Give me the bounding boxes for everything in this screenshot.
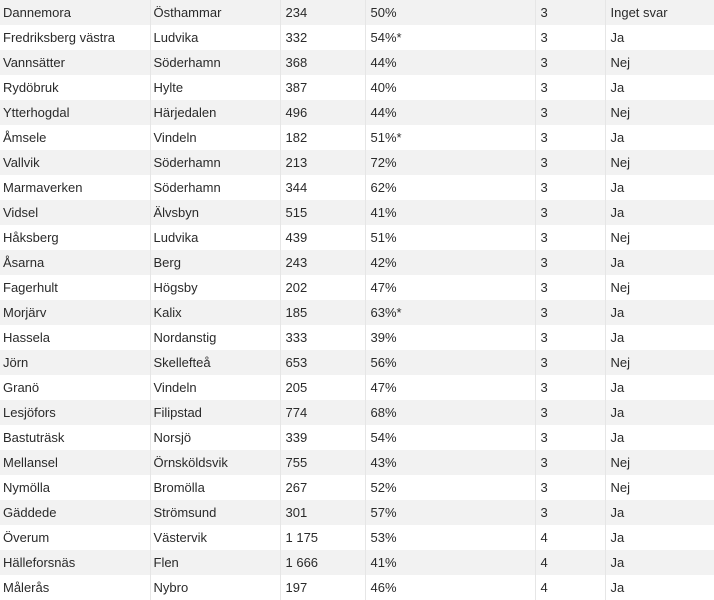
table-row [0,375,714,400]
level-cell: 3 [535,450,605,475]
level-cell: 3 [535,350,605,375]
municipality-cell: Vindeln [150,375,280,400]
answer-cell: Ja [610,380,625,395]
level-cell: 3 [535,400,605,425]
table-row [0,25,714,50]
population-cell: 774 [280,400,365,425]
table-row [0,175,714,200]
population-cell: 267 [280,475,365,500]
table-row [0,550,714,575]
answer-cell: Ja [610,180,625,195]
answer-cell: Ja [610,580,625,595]
municipality-cell: Berg [150,250,280,275]
municipality-cell: Vindeln [150,125,280,150]
municipality-cell: Bromölla [150,475,280,500]
percentage-cell: 72% [365,150,535,175]
answer-cell: Nej [610,280,631,295]
level-cell: 3 [535,500,605,525]
percentage-cell: 47% [365,275,535,300]
percentage-cell: 62% [365,175,535,200]
level-cell: 3 [535,225,605,250]
table-row [0,300,714,325]
percentage-cell: 44% [365,100,535,125]
level-cell: 3 [535,475,605,500]
answer-cell: Inget svar [610,5,668,20]
municipality-cell: Kalix [150,300,280,325]
percentage-cell: 54%* [365,25,535,50]
municipality-cell: Nordanstig [150,325,280,350]
level-cell: 4 [535,525,605,550]
locality-cell: Hassela [0,325,150,350]
percentage-cell: 47% [365,375,535,400]
table-row [0,400,714,425]
percentage-cell: 39% [365,325,535,350]
municipality-cell: Söderhamn [150,175,280,200]
population-cell: 368 [280,50,365,75]
level-cell: 3 [535,75,605,100]
locality-cell: Vannsätter [0,50,150,75]
percentage-cell: 50% [365,0,535,25]
level-cell: 3 [535,175,605,200]
municipality-cell: Flen [150,550,280,575]
answer-cell: Nej [610,55,631,70]
percentage-cell: 56% [365,350,535,375]
table-row [0,150,714,175]
population-cell: 496 [280,100,365,125]
percentage-cell: 57% [365,500,535,525]
locality-cell: Överum [0,525,150,550]
percentage-cell: 54% [365,425,535,450]
table-row [0,250,714,275]
population-cell: 339 [280,425,365,450]
municipality-cell: Söderhamn [150,150,280,175]
population-cell: 185 [280,300,365,325]
level-cell: 3 [535,100,605,125]
locality-cell: Vidsel [0,200,150,225]
municipality-cell: Örnsköldsvik [150,450,280,475]
locality-cell: Marmaverken [0,175,150,200]
level-cell: 3 [535,250,605,275]
population-cell: 755 [280,450,365,475]
level-cell: 3 [535,425,605,450]
population-cell: 205 [280,375,365,400]
answer-cell: Ja [610,130,625,145]
percentage-cell: 44% [365,50,535,75]
population-cell: 243 [280,250,365,275]
population-cell: 387 [280,75,365,100]
locality-cell: Målerås [0,575,150,600]
locality-cell: Åmsele [0,125,150,150]
answer-cell: Ja [610,430,625,445]
locality-cell: Åsarna [0,250,150,275]
population-cell: 1 666 [280,550,365,575]
level-cell: 3 [535,25,605,50]
answer-cell: Ja [610,530,625,545]
municipality-cell: Härjedalen [150,100,280,125]
level-cell: 4 [535,575,605,600]
locality-cell: Nymölla [0,475,150,500]
locality-cell: Granö [0,375,150,400]
municipality-cell: Älvsbyn [150,200,280,225]
answer-cell: Nej [610,155,631,170]
municipality-cell: Söderhamn [150,50,280,75]
population-cell: 197 [280,575,365,600]
locality-cell: Fagerhult [0,275,150,300]
table-row [0,450,714,475]
answer-cell: Ja [610,330,625,345]
percentage-cell: 68% [365,400,535,425]
answer-cell: Nej [610,355,631,370]
table-row [0,425,714,450]
locality-cell: Dannemora [0,0,150,25]
locality-cell: Håksberg [0,225,150,250]
population-cell: 213 [280,150,365,175]
locality-cell: Hälleforsnäs [0,550,150,575]
municipality-cell: Östhammar [150,0,280,25]
level-cell: 3 [535,275,605,300]
table-row [0,575,714,600]
locality-cell: Mellansel [0,450,150,475]
table-row [0,350,714,375]
answer-cell: Ja [610,555,625,570]
level-cell: 3 [535,200,605,225]
table-row [0,200,714,225]
municipality-cell: Ludvika [150,25,280,50]
municipality-cell: Västervik [150,525,280,550]
percentage-cell: 41% [365,550,535,575]
municipality-cell: Skellefteå [150,350,280,375]
population-cell: 1 175 [280,525,365,550]
locality-cell: Rydöbruk [0,75,150,100]
population-cell: 653 [280,350,365,375]
table-row [0,525,714,550]
locality-cell: Jörn [0,350,150,375]
locality-cell: Ytterhogdal [0,100,150,125]
table-row [0,325,714,350]
level-cell: 3 [535,325,605,350]
answer-cell: Nej [610,230,631,245]
answer-cell: Ja [610,405,625,420]
percentage-cell: 46% [365,575,535,600]
level-cell: 3 [535,150,605,175]
answer-cell: Ja [610,80,625,95]
population-cell: 182 [280,125,365,150]
municipality-cell: Strömsund [150,500,280,525]
table-row [0,50,714,75]
answer-cell: Nej [610,480,631,495]
answer-cell: Nej [610,455,631,470]
locality-cell: Bastuträsk [0,425,150,450]
locality-cell: Lesjöfors [0,400,150,425]
level-cell: 4 [535,550,605,575]
population-cell: 234 [280,0,365,25]
population-cell: 332 [280,25,365,50]
population-cell: 202 [280,275,365,300]
population-cell: 515 [280,200,365,225]
municipality-cell: Högsby [150,275,280,300]
percentage-cell: 63%* [365,300,535,325]
population-cell: 301 [280,500,365,525]
municipality-cell: Filipstad [150,400,280,425]
municipality-cell: Hylte [150,75,280,100]
answer-cell: Ja [610,255,625,270]
percentage-cell: 42% [365,250,535,275]
table-row [0,100,714,125]
answer-cell: Ja [610,30,625,45]
answer-cell: Ja [610,305,625,320]
percentage-cell: 51%* [365,125,535,150]
locality-cell: Fredriksberg västra [0,25,150,50]
table-row [0,225,714,250]
municipality-cell: Norsjö [150,425,280,450]
population-cell: 344 [280,175,365,200]
table-row [0,275,714,300]
level-cell: 3 [535,300,605,325]
percentage-cell: 43% [365,450,535,475]
answer-cell: Ja [610,505,625,520]
percentage-cell: 41% [365,200,535,225]
locality-cell: Vallvik [0,150,150,175]
population-cell: 439 [280,225,365,250]
table-row [0,475,714,500]
locality-cell: Morjärv [0,300,150,325]
level-cell: 3 [535,375,605,400]
level-cell: 3 [535,125,605,150]
percentage-cell: 51% [365,225,535,250]
percentage-cell: 53% [365,525,535,550]
locality-cell: Gäddede [0,500,150,525]
percentage-cell: 52% [365,475,535,500]
table-row [0,0,714,25]
table-row [0,75,714,100]
table-row [0,500,714,525]
percentage-cell: 40% [365,75,535,100]
answer-cell: Nej [610,105,631,120]
table-row [0,125,714,150]
municipality-cell: Nybro [150,575,280,600]
municipality-cell: Ludvika [150,225,280,250]
answer-cell: Ja [610,205,625,220]
population-cell: 333 [280,325,365,350]
level-cell: 3 [535,0,605,25]
level-cell: 3 [535,50,605,75]
